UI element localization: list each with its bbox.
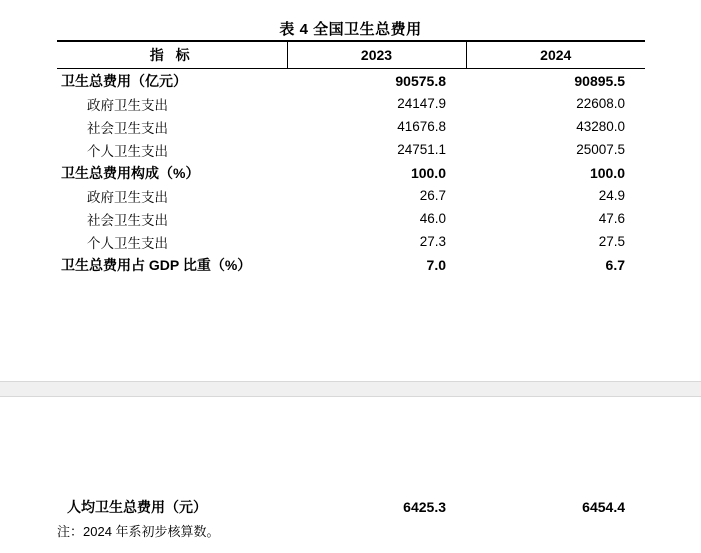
row-value-2023: 26.7 <box>419 188 446 203</box>
row-label: 卫生总费用构成（%） <box>61 164 200 181</box>
row-value-2023: 90575.8 <box>395 72 446 89</box>
row-value-2023: 24751.1 <box>397 142 446 157</box>
page-break-band <box>0 381 701 397</box>
row-value-2023: 46.0 <box>419 211 446 226</box>
row-label: 社会卫生支出 <box>87 120 168 136</box>
row-value-2024: 6454.4 <box>582 499 625 515</box>
table-note: 注：2024 年系初步核算数。 <box>57 524 220 539</box>
table-header-row <box>57 41 645 69</box>
column-header-indicator: 指 标 <box>57 41 287 69</box>
row-label: 卫生总费用（亿元） <box>61 72 187 89</box>
main-table <box>57 40 645 276</box>
page-title: 表 4 全国卫生总费用 <box>279 21 422 38</box>
row-value-2024: 22608.0 <box>576 96 625 111</box>
row-value-2024: 25007.5 <box>576 142 625 157</box>
bottom-table <box>57 495 645 519</box>
table-row <box>57 161 645 184</box>
health-expenditure-table <box>57 40 645 276</box>
row-value-2023: 24147.9 <box>397 96 446 111</box>
row-value-2024: 6.7 <box>605 256 625 273</box>
row-label: 政府卫生支出 <box>87 189 168 205</box>
row-value-2024: 24.9 <box>598 188 625 203</box>
table-row <box>57 207 645 230</box>
column-header-year-2024: 2024 <box>466 41 645 69</box>
table-row <box>57 115 645 138</box>
row-label: 个人卫生支出 <box>87 235 168 251</box>
table-row <box>57 230 645 253</box>
row-label: 政府卫生支出 <box>87 97 168 113</box>
row-value-2024: 90895.5 <box>574 72 625 89</box>
row-value-2023: 7.0 <box>426 256 446 273</box>
row-value-2024: 43280.0 <box>576 119 625 134</box>
row-label: 人均卫生总费用（元） <box>67 499 207 515</box>
table-body <box>57 69 645 277</box>
table-row <box>57 138 645 161</box>
table-row <box>57 253 645 276</box>
table-row <box>57 92 645 115</box>
row-label: 社会卫生支出 <box>87 212 168 228</box>
row-label: 卫生总费用占 GDP 比重（%） <box>61 256 252 273</box>
row-label: 个人卫生支出 <box>87 143 168 159</box>
table-continuation <box>57 495 645 519</box>
row-value-2023: 100.0 <box>410 164 446 181</box>
row-value-2024: 47.6 <box>598 211 625 226</box>
table-row <box>57 495 645 519</box>
column-header-year-2023: 2023 <box>287 41 466 69</box>
row-value-2024: 100.0 <box>589 164 625 181</box>
row-value-2023: 6425.3 <box>403 499 446 515</box>
table-row <box>57 184 645 207</box>
row-value-2024: 27.5 <box>598 234 625 249</box>
row-value-2023: 41676.8 <box>397 119 446 134</box>
table-row <box>57 69 645 93</box>
row-value-2023: 27.3 <box>419 234 446 249</box>
